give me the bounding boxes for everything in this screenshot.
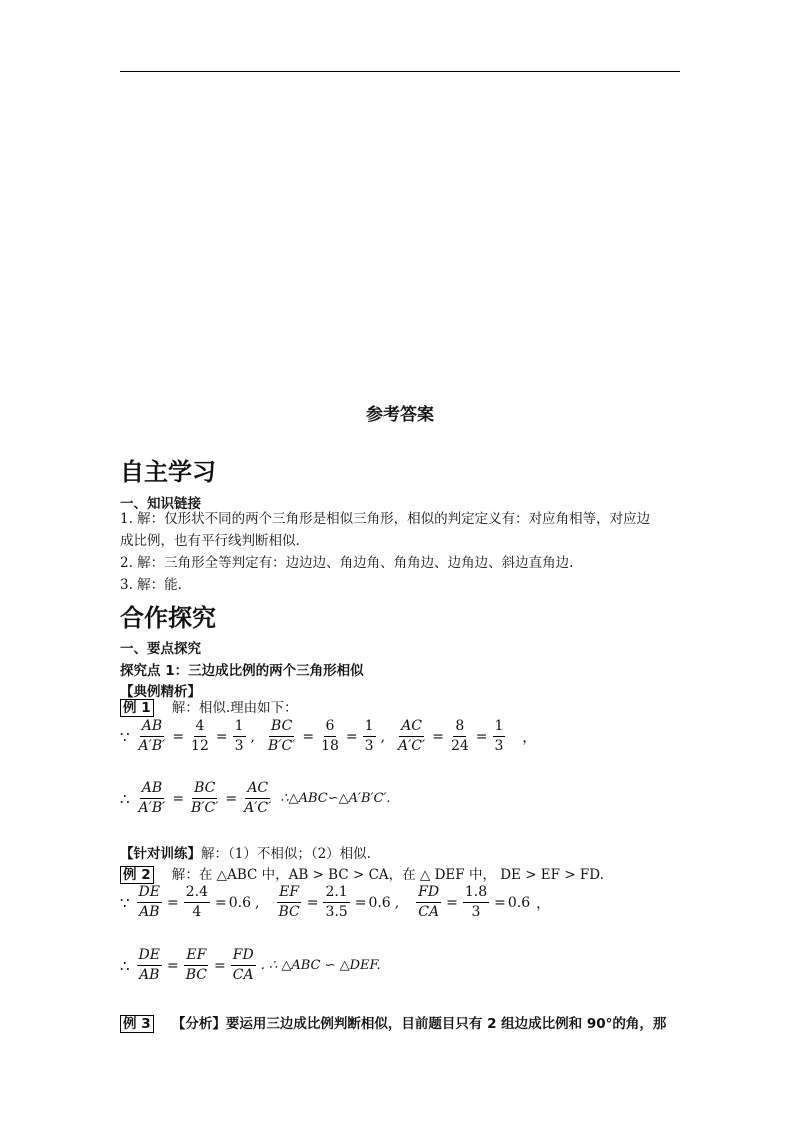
targeted-training-line (120, 843, 371, 865)
answer-3: 3. 解：能. (120, 577, 182, 593)
example-1-label: 例 1 (120, 699, 154, 717)
fraction-fd-ca: $\frac{FD}{CA}$ (418, 884, 440, 920)
targeted-training-label: 【针对训练】 (120, 846, 201, 862)
fraction-ef-bc: $\frac{EF}{BC}$ (278, 884, 300, 920)
fraction-2-1-3-5: $\frac{2.1}{3.5}$ (325, 884, 348, 920)
example-3-label: 例 3 (120, 1015, 154, 1033)
fraction-ab: $\frac{AB}{A'B'}$ (138, 718, 166, 754)
because-symbol: ∵ (120, 727, 130, 746)
example-2-label: 例 2 (120, 866, 154, 884)
exploration-point-1: 探究点 1：三边成比例的两个三角形相似 (120, 663, 364, 679)
example-1-ratios: ∵ $\frac{AB}{A'B'}$ = $\frac{4}{12}$ = $\frac{1}{3}$ , $\frac{BC}{B'C'}$ = $\frac{6}{18}$ = $\frac{1}{3}$ , $\frac{AC}{A'C'}$ = $\frac{8}{24}$ = $\frac{1}{3}$ ， (120, 718, 537, 754)
example-3-line (120, 1013, 666, 1035)
answer-1-line-1: 1. 解：仅形状不同的两个三角形是相似三角形，相似的判定定义有：对应角相等，对应边 (120, 511, 651, 527)
page-title: 参考答案 (366, 405, 434, 425)
fraction-1-3-b: $\frac{1}{3}$ (364, 718, 374, 754)
answer-2: 2. 解：三角形全等判定有：边边边、角边角、角角边、边角边、斜边直角边. (120, 555, 574, 571)
section-heading-cooperative: 合作探究 (120, 604, 216, 632)
example-analysis-label: 【典例精析】 (120, 684, 201, 700)
answer-1-line-2: 成比例，也有平行线判断相似. (120, 533, 300, 549)
fraction-2-4-4: $\frac{2.4}{4}$ (185, 884, 208, 920)
fraction-de-ab: $\frac{DE}{AB}$ (138, 884, 160, 920)
fraction-6-18: $\frac{6}{18}$ (321, 718, 339, 754)
example-2-text: 解：在 △ABC 中，AB > BC > CA，在 △ DEF 中， DE > EF > FD. (171, 867, 604, 883)
example-1-conclusion: ∴ $\frac{AB}{A'B'}$ = $\frac{BC}{B'C'}$ = $\frac{AC}{A'C'}$ ∴△ABC∽△A′B′C′. (120, 780, 391, 816)
example-2-line (120, 864, 604, 886)
example-2-ratios: ∵ $\frac{DE}{AB}$ = $\frac{2.4}{4}$ = 0.6 , $\frac{EF}{BC}$ = $\frac{2.1}{3.5}$ = 0.6 , $\frac{FD}{CA}$ = $\frac{1.8}{3}$ = 0.6 ， (120, 884, 551, 920)
example-3-text: 【分析】要运用三边成比例判断相似，目前题目只有 2 组边成比例和 90°的角，那 (171, 1016, 667, 1032)
targeted-training-text: 解：（1）不相似；（2）相似. (201, 846, 371, 862)
example-2-conclusion: ∴ $\frac{DE}{AB}$ = $\frac{EF}{BC}$ = $\frac{FD}{CA}$ . ∴ △ABC ∽ △DEF. (120, 947, 381, 983)
subheading-knowledge-link: 一、知识链接 (120, 496, 201, 512)
section-heading-self-study: 自主学习 (120, 458, 216, 486)
fraction-ac: $\frac{AC}{A'C'}$ (398, 718, 426, 754)
fraction-1-8-3: $\frac{1.8}{3}$ (464, 884, 488, 920)
similar-triangles-statement-2: . ∴ △ABC ∽ △DEF. (260, 958, 381, 973)
subheading-key-points: 一、要点探究 (120, 641, 201, 657)
example-1-text: 解：相似.理由如下： (171, 700, 298, 716)
similar-triangles-statement: ∴△ABC∽△A′B′C′. (280, 791, 391, 806)
fraction-8-24: $\frac{8}{24}$ (450, 718, 469, 754)
fraction-bc: $\frac{BC}{B'C'}$ (267, 718, 296, 754)
fraction-1-3-c: $\frac{1}{3}$ (494, 718, 504, 754)
example-1-line (120, 697, 298, 719)
fraction-1-3-a: $\frac{1}{3}$ (234, 718, 244, 754)
fraction-4-12: $\frac{4}{12}$ (191, 718, 209, 754)
header-rule (120, 71, 680, 72)
